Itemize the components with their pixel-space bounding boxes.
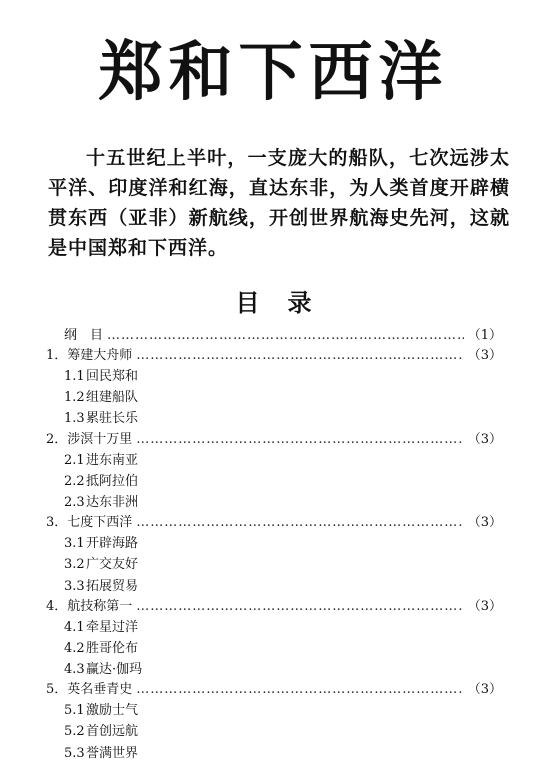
toc-leader-dots [107,326,464,346]
toc-subentry [46,659,502,680]
toc-entry [46,430,502,450]
toc-subentry [46,492,502,513]
toc-entry [46,513,502,533]
toc-heading: 目录 [235,288,340,317]
toc-entry-number: 5． [46,682,68,698]
toc-leader-dots [136,346,463,366]
toc-entry-label: 累驻长乐 [86,411,139,427]
toc-leader-dots [136,430,463,450]
toc-subentry [46,743,502,764]
toc-subentry [46,408,502,429]
toc-entry-label: 首创远航 [86,724,139,740]
intro-text: 十五世纪上半叶，一支庞大的船队，七次远涉太平洋、印度洋和红海，直达东非，为人类首度开辟横贯东西（亚非）新航线，开创世界航海史先河，这就是中国郑和下西洋。 [48,147,510,259]
toc-entry-label: 牵星过洋 [86,619,139,635]
toc-entry-label: 筹建大舟师 [67,348,133,363]
toc-entry-label: 胜哥伦布 [86,640,139,656]
toc-subentry [46,387,502,408]
toc-subentry [46,450,502,471]
toc-subentry [46,721,502,742]
toc-page-number: （3） [467,515,502,531]
toc-page-number: （3） [467,431,502,447]
toc-leader-dots [136,513,463,533]
toc-leader-dots [136,680,463,700]
toc-entry-label: 誉满世界 [86,745,139,761]
toc-entry-label: 组建船队 [86,390,139,406]
toc-entry-number: 3.1 [64,536,85,552]
toc-entry-label: 赢达·伽玛 [86,662,143,678]
toc-entry [46,597,502,617]
toc-entry-label: 拓展贸易 [86,578,139,594]
toc-entry-label: 达东非洲 [86,494,139,510]
toc-entry-number: 3.2 [64,557,85,573]
toc-subentry [46,638,502,659]
toc-entry-label: 涉溟十万里 [67,431,133,447]
toc-entry [46,680,502,700]
toc-entry-label: 激励士气 [86,703,139,719]
toc-entry-number: 2.1 [64,452,85,468]
toc-page-number: （3） [467,682,502,698]
toc-entry-label: 纲 目 [64,328,104,343]
toc-subentry [46,533,502,554]
toc-entry-number: 4.3 [64,662,85,678]
intro-paragraph [48,143,510,263]
toc-page-number: （3） [467,598,502,614]
page-title: 郑和下西洋 [98,35,449,110]
toc-entry-label: 七度下西洋 [67,515,133,531]
toc-entry [46,326,502,346]
toc-entry-number: 2.2 [64,473,85,489]
toc-entry-number: 5.3 [64,745,85,761]
toc-entry-number: 1． [46,348,68,363]
toc-entry-number: 1.2 [64,390,85,406]
toc-entry [46,346,502,366]
toc-entry-label: 英名垂青史 [67,682,133,698]
table-of-contents [46,326,502,764]
toc-entry-label: 进东南亚 [86,452,139,468]
toc-subentry [46,471,502,492]
toc-subentry [46,617,502,638]
toc-entry-number: 1.3 [64,411,85,427]
toc-entry-label: 航技称第一 [67,598,133,614]
toc-entry-number: 1.1 [64,369,85,384]
toc-entry-number: 4.2 [64,640,85,656]
toc-page-number: （1） [467,328,502,343]
toc-entry-number: 5.1 [64,703,85,719]
toc-entry-number: 2． [46,431,68,447]
toc-entry-number: 4.1 [64,619,85,635]
toc-page-number: （3） [467,348,502,363]
toc-entry-number: 5.2 [64,724,85,740]
toc-entry-number: 2.3 [64,494,85,510]
toc-subentry [46,700,502,721]
toc-entry-label: 开辟海路 [86,536,139,552]
toc-entry-label: 回民郑和 [86,369,139,384]
toc-leader-dots [136,597,463,617]
toc-entry-number: 3.3 [64,578,85,594]
toc-subentry [46,554,502,575]
toc-entry-label: 抵阿拉伯 [86,473,139,489]
toc-subentry [46,366,502,387]
toc-entry-number: 4． [46,598,68,614]
toc-entry-number: 3． [46,515,68,531]
toc-entry-label: 广交友好 [86,557,139,573]
toc-subentry [46,576,502,597]
